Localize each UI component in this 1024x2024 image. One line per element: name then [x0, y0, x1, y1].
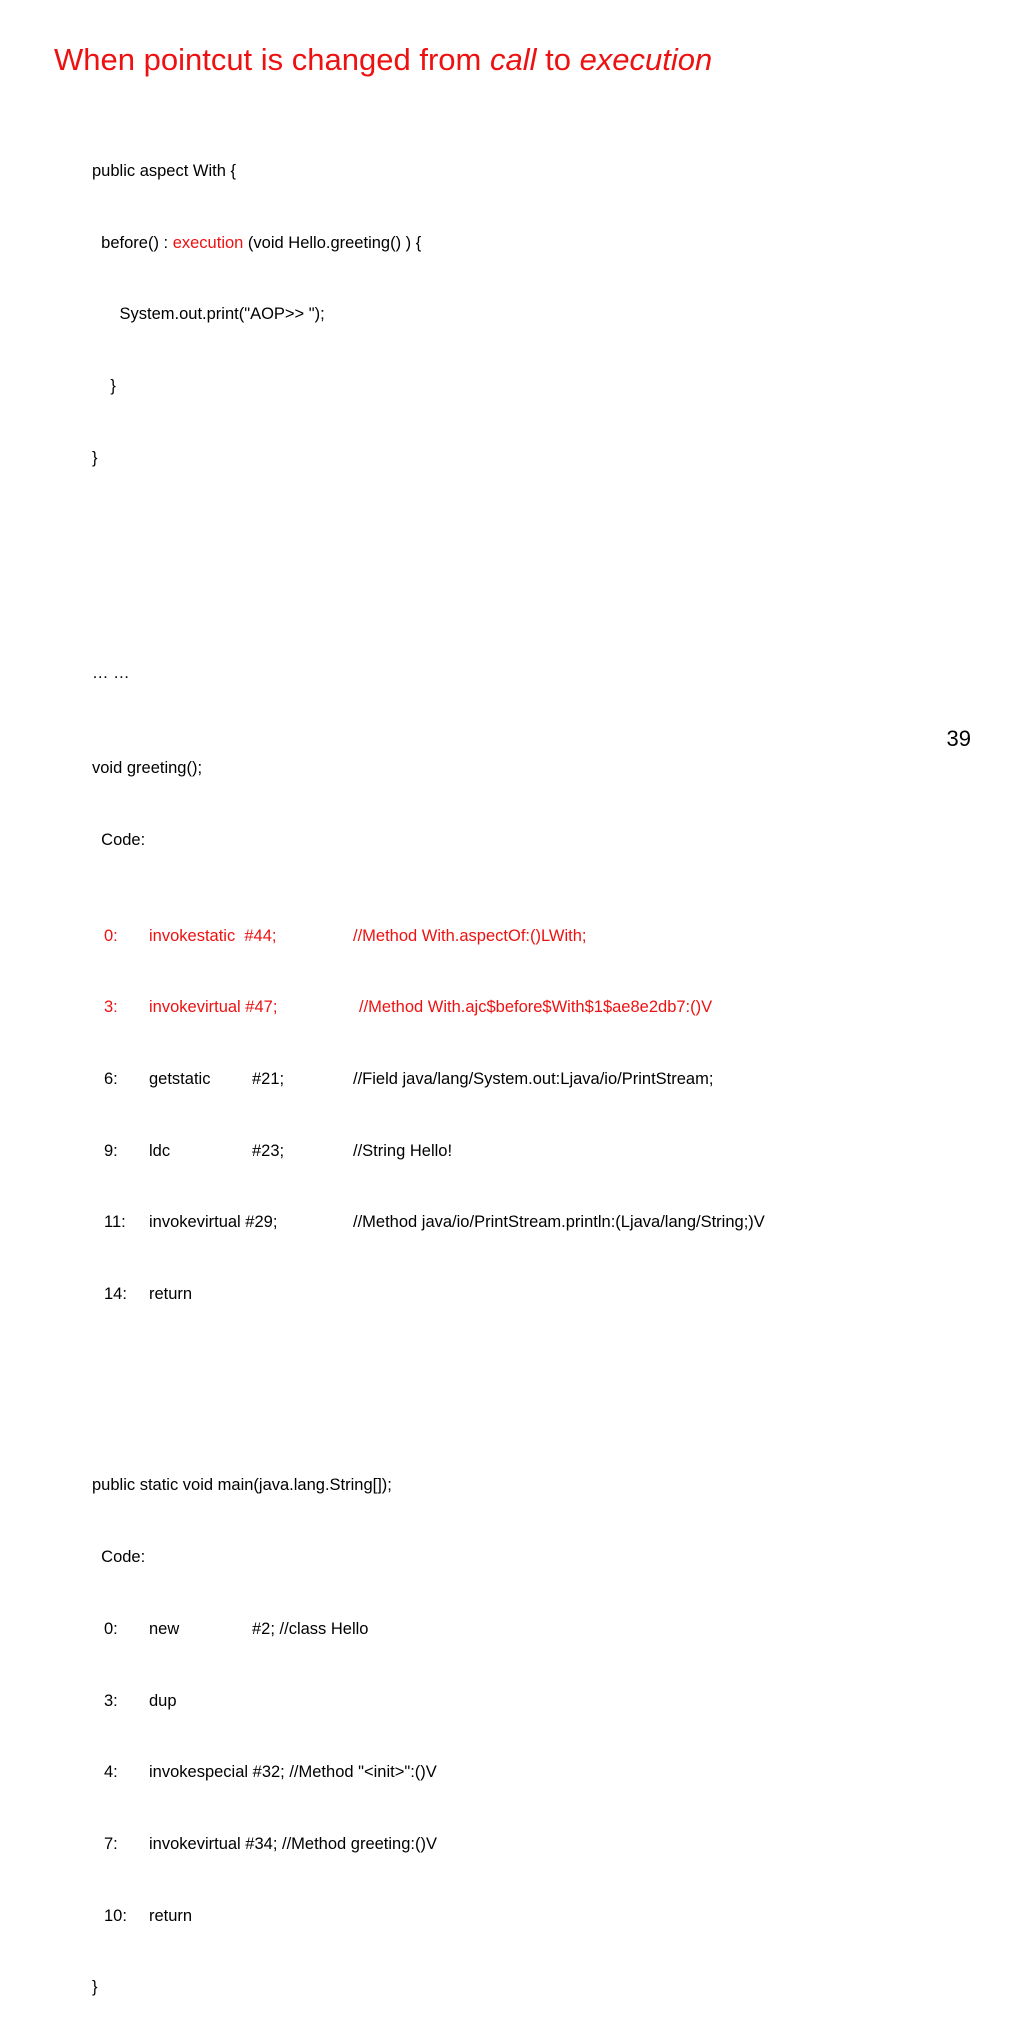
offset: 4:: [104, 1763, 118, 1782]
aspect-line-5: }: [92, 448, 98, 467]
bytecode-row: [92, 1068, 714, 1092]
bytecode-row: [92, 1690, 421, 1714]
bytecode-row: [92, 1140, 453, 1164]
aspect-line-1: public aspect With {: [92, 161, 236, 180]
closing-brace: }: [92, 1978, 98, 1997]
page-number: 39: [946, 726, 971, 751]
operand: #23;: [252, 1141, 285, 1160]
aspect-line-4: }: [92, 376, 116, 395]
instruction: new: [149, 1619, 180, 1638]
execution-keyword: execution: [172, 233, 244, 252]
offset: 14:: [104, 1285, 127, 1304]
ellipsis: … …: [92, 663, 130, 682]
offset: 3:: [104, 998, 118, 1017]
instruction: invokevirtual #34; //Method greeting:()V: [149, 1834, 437, 1853]
greeting-signature: void greeting();: [92, 759, 203, 778]
instruction: return: [149, 1906, 193, 1925]
instruction: invokevirtual #29;: [149, 1213, 278, 1232]
bytecode-row: [92, 925, 587, 949]
comment: //Method With.aspectOf:()LWith;: [353, 926, 587, 945]
operand: #21;: [252, 1070, 285, 1089]
code-listing: [92, 112, 765, 2024]
bytecode-row: [92, 1833, 437, 1857]
title-call: call: [489, 42, 537, 77]
bytecode-row: [92, 1618, 421, 1642]
main-signature: public static void main(java.lang.String[]);: [92, 1476, 392, 1495]
instruction: return: [149, 1285, 193, 1304]
offset: 9:: [104, 1141, 118, 1160]
bytecode-row: [92, 1211, 765, 1235]
comment: //String Hello!: [353, 1141, 453, 1160]
slide-title: [54, 40, 712, 80]
offset: 0:: [104, 1619, 118, 1638]
blank-line: [92, 1379, 421, 1403]
instruction: getstatic: [149, 1070, 211, 1089]
instruction: invokespecial #32; //Method "<init>":()V: [149, 1763, 437, 1782]
instruction: ldc: [149, 1141, 171, 1160]
bytecode-row: [92, 1283, 421, 1307]
offset: 6:: [104, 1070, 118, 1089]
offset: 3:: [104, 1691, 118, 1710]
before-text: before() :: [92, 233, 173, 252]
blank-line: [92, 518, 421, 542]
bytecode-row: [92, 996, 713, 1020]
greeting-code-label: Code:: [92, 831, 146, 850]
blank-line: [92, 590, 421, 614]
main-code-label: Code:: [92, 1548, 146, 1567]
comment: //Method With.ajc$before$With$1$ae8e2db7:()V: [359, 998, 713, 1017]
offset: 11:: [104, 1213, 126, 1232]
operand: #2; //class Hello: [252, 1619, 369, 1638]
instruction: invokevirtual #47;: [149, 998, 278, 1017]
offset: 7:: [104, 1834, 118, 1853]
title-mid: to: [536, 42, 580, 77]
title-text: When pointcut is changed from: [54, 42, 490, 77]
offset: 10:: [104, 1906, 127, 1925]
pointcut-text: (void Hello.greeting() ) {: [243, 233, 422, 252]
comment: //Method java/io/PrintStream.println:(Ljava/lang/String;)V: [353, 1213, 765, 1232]
instruction: invokestatic #44;: [149, 926, 277, 945]
bytecode-row: [92, 1761, 437, 1785]
aspect-line-2: [92, 232, 421, 256]
title-execution: execution: [579, 42, 713, 77]
bytecode-row: [92, 1905, 421, 1929]
aspect-line-3: System.out.print("AOP>> ");: [92, 305, 325, 324]
offset: 0:: [104, 926, 118, 945]
comment: //Field java/lang/System.out:Ljava/io/PrintStream;: [353, 1070, 714, 1089]
instruction: dup: [149, 1691, 177, 1710]
